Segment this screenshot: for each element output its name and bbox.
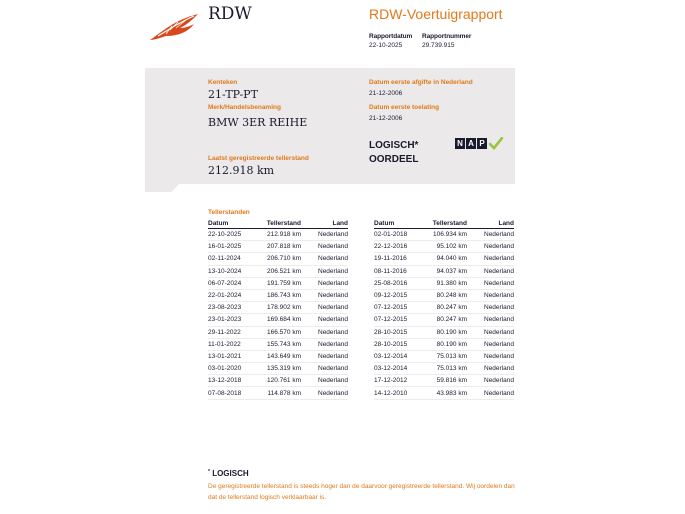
cell-country: Nederland xyxy=(301,277,348,289)
table-row xyxy=(374,375,514,387)
table-row xyxy=(208,338,348,350)
col-header-odometer: Tellerstand xyxy=(256,219,301,229)
rdw-feather-logo-icon xyxy=(148,10,200,42)
table-row xyxy=(374,350,514,362)
nap-letter-p: P xyxy=(477,138,487,149)
cell-country: Nederland xyxy=(467,387,514,399)
cell-country: Nederland xyxy=(301,375,348,387)
cell-country: Nederland xyxy=(301,338,348,350)
odometer-history-title: Tellerstanden xyxy=(208,209,250,216)
report-date-label: Rapportdatum xyxy=(369,33,413,40)
cell-country: Nederland xyxy=(301,314,348,326)
cell-date: 07-12-2015 xyxy=(374,314,422,326)
odometer-label: Laatst geregistreerde tellerstand xyxy=(208,155,309,162)
cell-odometer: 135.319 km xyxy=(256,363,301,375)
table-row xyxy=(208,363,348,375)
cell-country: Nederland xyxy=(467,326,514,338)
footnote-title-text: LOGISCH xyxy=(212,469,249,478)
cell-date: 03-01-2020 xyxy=(208,363,256,375)
table-row xyxy=(374,277,514,289)
cell-date: 07-08-2018 xyxy=(208,387,256,399)
cell-odometer: 166.570 km xyxy=(256,326,301,338)
table-row xyxy=(374,302,514,314)
table-row xyxy=(374,229,514,241)
cell-date: 19-11-2016 xyxy=(374,253,422,265)
panel-tab-shape xyxy=(145,184,179,192)
cell-country: Nederland xyxy=(467,253,514,265)
cell-date: 28-10-2015 xyxy=(374,338,422,350)
cell-country: Nederland xyxy=(467,277,514,289)
cell-odometer: 80.190 km xyxy=(422,326,467,338)
cell-date: 14-12-2010 xyxy=(374,387,422,399)
cell-country: Nederland xyxy=(301,265,348,277)
cell-date: 23-01-2023 xyxy=(208,314,256,326)
verdict-line-1: LOGISCH* xyxy=(369,140,419,151)
table-row xyxy=(208,302,348,314)
table-row xyxy=(374,289,514,301)
col-header-country: Land xyxy=(301,219,348,229)
cell-date: 13-12-2018 xyxy=(208,375,256,387)
table-row xyxy=(208,375,348,387)
col-header-date: Datum xyxy=(208,219,256,229)
cell-odometer: 169.684 km xyxy=(256,314,301,326)
nap-letter-a: A xyxy=(466,138,476,149)
col-header-country: Land xyxy=(467,219,514,229)
report-date-block xyxy=(369,33,412,49)
cell-odometer: 114.878 km xyxy=(256,387,301,399)
plate-label: Kenteken xyxy=(208,79,238,86)
make-value: BMW 3ER REIHE xyxy=(208,116,308,129)
cell-date: 03-12-2014 xyxy=(374,350,422,362)
cell-date: 28-10-2015 xyxy=(374,326,422,338)
table-row xyxy=(374,363,514,375)
table-row xyxy=(374,387,514,399)
cell-odometer: 91.380 km xyxy=(422,277,467,289)
table-row xyxy=(208,314,348,326)
first-admission-label: Datum eerste toelating xyxy=(369,104,440,111)
cell-country: Nederland xyxy=(467,314,514,326)
cell-date: 25-08-2016 xyxy=(374,277,422,289)
cell-country: Nederland xyxy=(301,326,348,338)
report-title: RDW-Voertuigrapport xyxy=(369,6,503,22)
cell-date: 22-01-2024 xyxy=(208,289,256,301)
cell-country: Nederland xyxy=(467,363,514,375)
table-row xyxy=(208,326,348,338)
table-row xyxy=(374,326,514,338)
footnote-title xyxy=(208,469,249,478)
verdict-line-2: OORDEEL xyxy=(369,154,419,165)
report-date-value: 22-10-2025 xyxy=(369,42,403,49)
cell-date: 22-10-2025 xyxy=(208,229,256,241)
cell-odometer: 80.190 km xyxy=(422,338,467,350)
make-label: Merk/Handelsbenaming xyxy=(208,104,281,111)
report-number-label: Rapportnummer xyxy=(422,33,472,40)
table-row xyxy=(374,253,514,265)
cell-date: 16-01-2025 xyxy=(208,241,256,253)
cell-date: 02-01-2018 xyxy=(374,229,422,241)
plate-value: 21-TP-PT xyxy=(208,88,258,101)
cell-country: Nederland xyxy=(467,338,514,350)
nap-letter-n: N xyxy=(455,138,465,149)
cell-odometer: 80.247 km xyxy=(422,314,467,326)
report-number-block xyxy=(422,33,471,49)
cell-date: 08-11-2016 xyxy=(374,265,422,277)
cell-odometer: 155.743 km xyxy=(256,338,301,350)
footnote-text: De geregistreerde tellerstand is steeds hoger dan de daarvoor geregistreerde tellerstand. Wij oordelen dan dat de tellerstand logisch verklaarbaar is. xyxy=(208,483,515,501)
cell-odometer: 75.013 km xyxy=(422,363,467,375)
cell-date: 02-11-2024 xyxy=(208,253,256,265)
cell-country: Nederland xyxy=(301,350,348,362)
table-row xyxy=(208,277,348,289)
cell-odometer: 206.521 km xyxy=(256,265,301,277)
table-row xyxy=(208,289,348,301)
cell-country: Nederland xyxy=(301,387,348,399)
cell-odometer: 59.816 km xyxy=(422,375,467,387)
cell-odometer: 106.934 km xyxy=(422,229,467,241)
cell-odometer: 191.759 km xyxy=(256,277,301,289)
cell-country: Nederland xyxy=(301,363,348,375)
report-number-value: 29.739.915 xyxy=(422,42,455,49)
table-row xyxy=(208,387,348,399)
cell-odometer: 80.248 km xyxy=(422,289,467,301)
cell-country: Nederland xyxy=(467,229,514,241)
cell-country: Nederland xyxy=(467,375,514,387)
cell-odometer: 94.037 km xyxy=(422,265,467,277)
cell-country: Nederland xyxy=(467,302,514,314)
cell-odometer: 80.247 km xyxy=(422,302,467,314)
cell-date: 13-10-2024 xyxy=(208,265,256,277)
table-row xyxy=(374,265,514,277)
col-header-date: Datum xyxy=(374,219,422,229)
cell-date: 09-12-2015 xyxy=(374,289,422,301)
cell-date: 03-12-2014 xyxy=(374,363,422,375)
cell-odometer: 95.102 km xyxy=(422,241,467,253)
cell-country: Nederland xyxy=(467,289,514,301)
table-row xyxy=(208,241,348,253)
checkmark-icon xyxy=(489,137,503,150)
cell-odometer: 186.743 km xyxy=(256,289,301,301)
cell-country: Nederland xyxy=(301,229,348,241)
table-row xyxy=(208,350,348,362)
cell-odometer: 120.761 km xyxy=(256,375,301,387)
cell-country: Nederland xyxy=(467,265,514,277)
table-row xyxy=(374,241,514,253)
cell-date: 13-01-2021 xyxy=(208,350,256,362)
verdict xyxy=(369,139,418,167)
cell-date: 29-11-2022 xyxy=(208,326,256,338)
cell-date: 11-01-2022 xyxy=(208,338,256,350)
cell-country: Nederland xyxy=(301,289,348,301)
table-row xyxy=(208,265,348,277)
cell-odometer: 43.983 km xyxy=(422,387,467,399)
cell-country: Nederland xyxy=(467,350,514,362)
cell-country: Nederland xyxy=(301,253,348,265)
cell-date: 06-07-2024 xyxy=(208,277,256,289)
cell-date: 23-08-2023 xyxy=(208,302,256,314)
odometer-value: 212.918 km xyxy=(208,164,275,177)
cell-odometer: 212.918 km xyxy=(256,229,301,241)
brand-name: RDW xyxy=(208,4,252,24)
odometer-table-left xyxy=(208,219,348,400)
cell-odometer: 206.710 km xyxy=(256,253,301,265)
cell-date: 22-12-2016 xyxy=(374,241,422,253)
col-header-odometer: Tellerstand xyxy=(422,219,467,229)
cell-date: 07-12-2015 xyxy=(374,302,422,314)
table-row xyxy=(208,229,348,241)
cell-date: 17-12-2012 xyxy=(374,375,422,387)
nap-logo xyxy=(455,137,503,150)
first-admission-value: 21-12-2006 xyxy=(369,115,403,122)
table-row xyxy=(374,314,514,326)
first-admission-nl-label: Datum eerste afgifte in Nederland xyxy=(369,79,473,86)
cell-country: Nederland xyxy=(301,241,348,253)
footnote-marker: * xyxy=(208,469,210,475)
cell-odometer: 178.902 km xyxy=(256,302,301,314)
table-row xyxy=(374,338,514,350)
cell-country: Nederland xyxy=(301,302,348,314)
cell-country: Nederland xyxy=(467,241,514,253)
cell-odometer: 94.040 km xyxy=(422,253,467,265)
cell-odometer: 207.818 km xyxy=(256,241,301,253)
cell-odometer: 75.013 km xyxy=(422,350,467,362)
first-admission-nl-value: 21-12-2006 xyxy=(369,90,403,97)
odometer-table-right xyxy=(374,219,514,400)
table-row xyxy=(208,253,348,265)
cell-odometer: 143.649 km xyxy=(256,350,301,362)
